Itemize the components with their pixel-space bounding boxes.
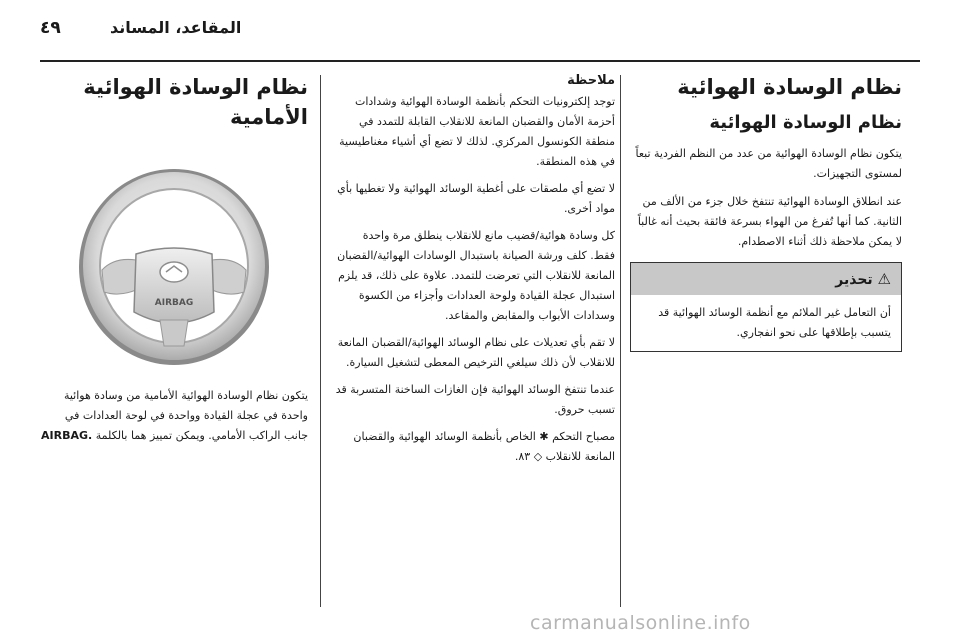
caution-body <box>631 295 901 351</box>
airbag-emblem-text: AIRBAG <box>154 298 194 308</box>
column-middle <box>335 72 615 474</box>
caution-text: أن التعامل غير الملائم مع أنظمة الوسائد الهوائية قد يتسبب بإطلاقها على نحو انفجاري. <box>658 306 891 339</box>
page-number: ٤٩ <box>40 18 61 38</box>
column-divider-right <box>620 75 621 607</box>
front-airbag-paragraph <box>40 386 308 446</box>
warning-triangle-icon: ⚠ <box>877 270 891 288</box>
caution-label: تحذير <box>835 272 873 288</box>
caution-header <box>631 263 901 295</box>
section-subheading: نظام الوسادة الهوائية <box>709 112 902 133</box>
column-divider-left <box>320 75 321 607</box>
note-paragraph-5: عندما تنتفخ الوسائد الهوائية فإن الغازات الساخنة المتسربة قد تسبب حروق. <box>335 383 615 416</box>
column-left <box>40 72 308 454</box>
intro-paragraph: يتكون نظام الوسادة الهوائية من عدد من النظم الفردية تبعاً لمستوى التجهيزات. <box>635 147 902 180</box>
front-airbag-heading: نظام الوسادة الهوائية الأمامية <box>83 75 308 129</box>
inflation-paragraph: عند انطلاق الوسادة الهوائية تنتفخ خلال جزء من الألف من الثانية. كما أنها تُفرغ من الهواء بسرعة فائقة بحيث أنه غالباً لا يمكن ملاحظة ذلك أثناء الاصطدام. <box>637 195 902 248</box>
note-paragraph-1: توجد إلكترونيات التحكم بأنظمة الوسادة الهوائية وشدادات أحزمة الأمان والقضبان المانعة للانقلاب القابلة للتمدد في منطقة الكونسول المركزي. لذلك لا تضع أي أشياء مغناطيسية في هذه المنطقة. <box>339 95 615 168</box>
note-paragraph-6: مصباح التحكم ✱ الخاص بأنظمة الوسائد الهوائية والقضبان المانعة للانقلاب ◇ ٨٣. <box>353 430 615 463</box>
note-paragraph-4: لا تقم بأي تعديلات على نظام الوسائد الهوائية/القضبان المانعة للانقلاب لأن ذلك سيلغي الترخيص المعطى لتشغيل السيارة. <box>337 336 615 369</box>
watermark: carmanualsonline.info <box>530 612 751 634</box>
running-head: المقاعد، المساند <box>110 18 242 37</box>
steering-wheel-icon <box>74 162 274 372</box>
section-heading: نظام الوسادة الهوائية <box>677 75 902 99</box>
note-paragraph-3: كل وسادة هوائية/قضيب مانع للانقلاب ينطلق مرة واحدة فقط. كلف ورشة الصيانة باستبدال الوسادات الهوائية/القضبان المانعة للانقلاب التي تعرضت للتمدد. علاوة على ذلك، قد يلزم استبدال عجلة القيادة ولوحة العدادات وأجزاء من الكسوة وسدادات الأبواب والمقابض والمقاعد. <box>337 229 615 322</box>
caution-box <box>630 262 902 352</box>
note-paragraph-2: لا تضع أي ملصقات على أغطية الوسائد الهوائية ولا تغطيها بأي مواد أخرى. <box>337 182 615 215</box>
steering-wheel-illustration <box>74 162 274 372</box>
page-header <box>0 8 960 48</box>
note-title: ملاحظة <box>567 73 615 88</box>
front-airbag-text: يتكون نظام الوسادة الهوائية الأمامية من وسادة هوائية واحدة في عجلة القيادة وواحدة في لوحة العدادات في جانب الراكب الأمامي. ويمكن تمييز هما بالكلمة <box>63 389 308 442</box>
header-rule <box>40 60 920 62</box>
column-right <box>630 72 902 352</box>
airbag-word: AIRBAG. <box>41 429 93 442</box>
